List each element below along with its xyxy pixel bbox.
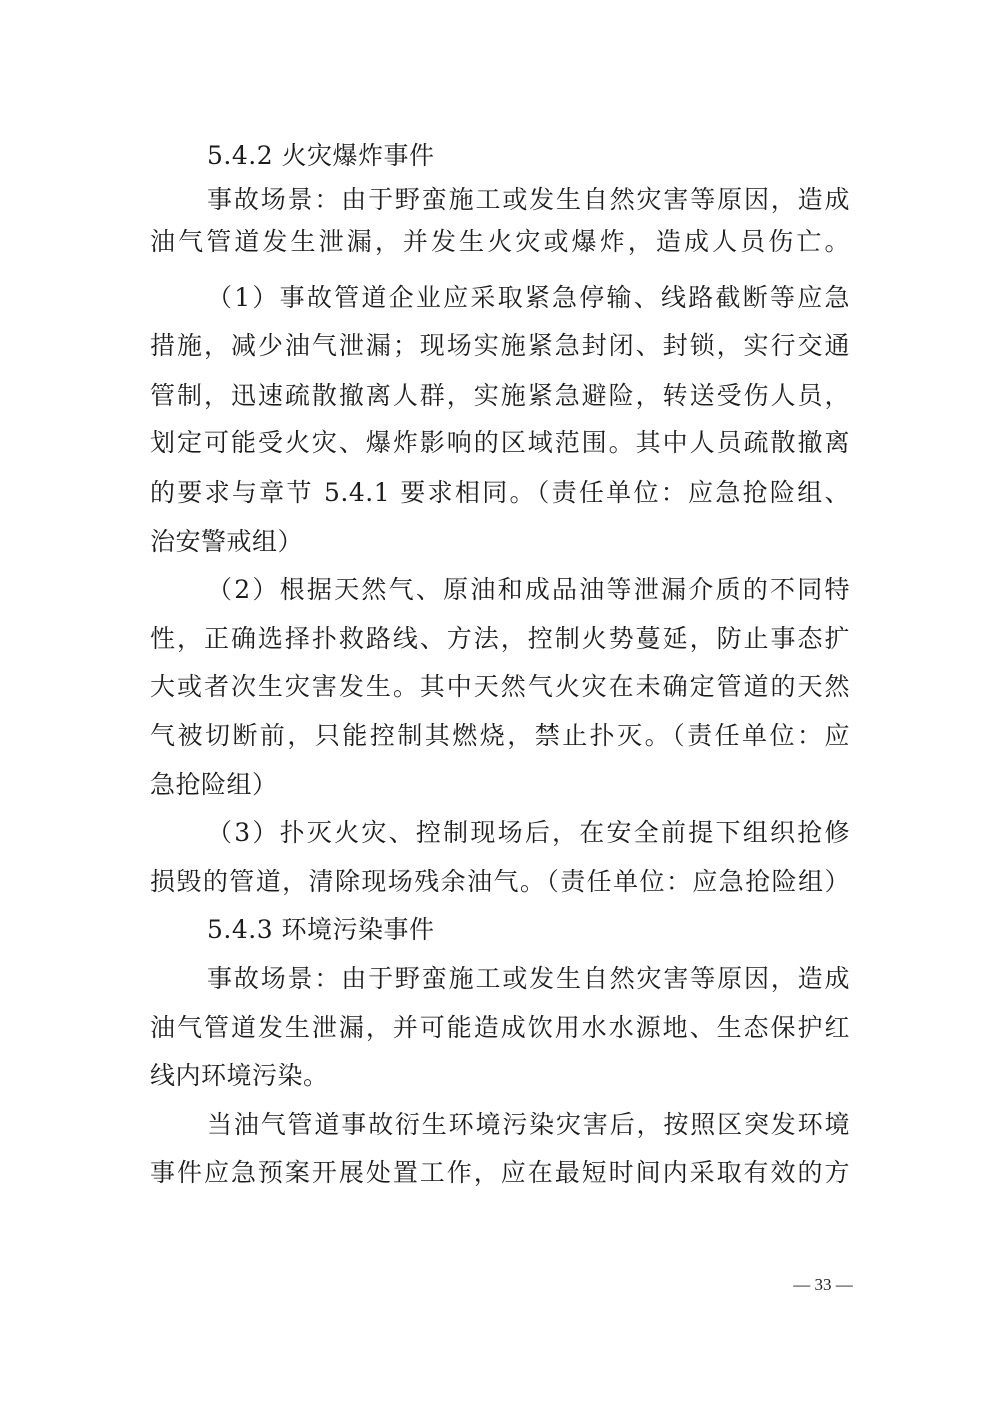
paragraph-line: 急抢险组） [150, 770, 278, 799]
paragraph-line: 事故场景：由于野蛮施工或发生自然灾害等原因，造成 [207, 964, 850, 993]
paragraph-line: 措施，减少油气泄漏；现场实施紧急封闭、封锁，实行交通 [150, 331, 850, 360]
paragraph-line: 管制，迅速疏散撤离人群，实施紧急避险，转送受伤人员， [150, 381, 850, 410]
paragraph-line: 性，正确选择扑救路线、方法，控制火势蔓延，防止事态扩 [150, 624, 850, 653]
paragraph-line: 大或者次生灾害发生。其中天然气火灾在未确定管道的天然 [150, 672, 850, 701]
paragraph-line: （1）事故管道企业应采取紧急停输、线路截断等应急 [207, 283, 850, 312]
paragraph-line: 的要求与章节 5.4.1 要求相同。（责任单位：应急抢险组、 [150, 478, 850, 507]
paragraph-line: （2）根据天然气、原油和成品油等泄漏介质的不同特 [207, 575, 850, 604]
paragraph-line: 当油气管道事故衍生环境污染灾害后，按照区突发环境 [207, 1110, 850, 1139]
paragraph-line: 油气管道发生泄漏，并发生火灾或爆炸，造成人员伤亡。 [150, 227, 850, 256]
section-heading-5-4-3: 5.4.3 环境污染事件 [207, 915, 435, 944]
paragraph-line: 油气管道发生泄漏，并可能造成饮用水水源地、生态保护红 [150, 1013, 850, 1042]
page-number: — 33 — [793, 1275, 853, 1294]
paragraph-line: （3）扑灭火灾、控制现场后，在安全前提下组织抢修 [207, 818, 850, 847]
paragraph-line: 事件应急预案开展处置工作，应在最短时间内采取有效的方 [150, 1158, 850, 1187]
section-heading-5-4-2: 5.4.2 火灾爆炸事件 [207, 141, 435, 170]
paragraph-line: 治安警戒组） [150, 527, 304, 556]
paragraph-line: 事故场景：由于野蛮施工或发生自然灾害等原因，造成 [207, 185, 850, 214]
paragraph-line: 线内环境污染。 [150, 1061, 329, 1090]
paragraph-line: 气被切断前，只能控制其燃烧，禁止扑灭。（责任单位：应 [150, 721, 850, 750]
paragraph-line: 损毁的管道，清除现场残余油气。（责任单位：应急抢险组） [150, 867, 850, 896]
paragraph-line: 划定可能受火灾、爆炸影响的区域范围。其中人员疏散撤离 [150, 428, 850, 457]
